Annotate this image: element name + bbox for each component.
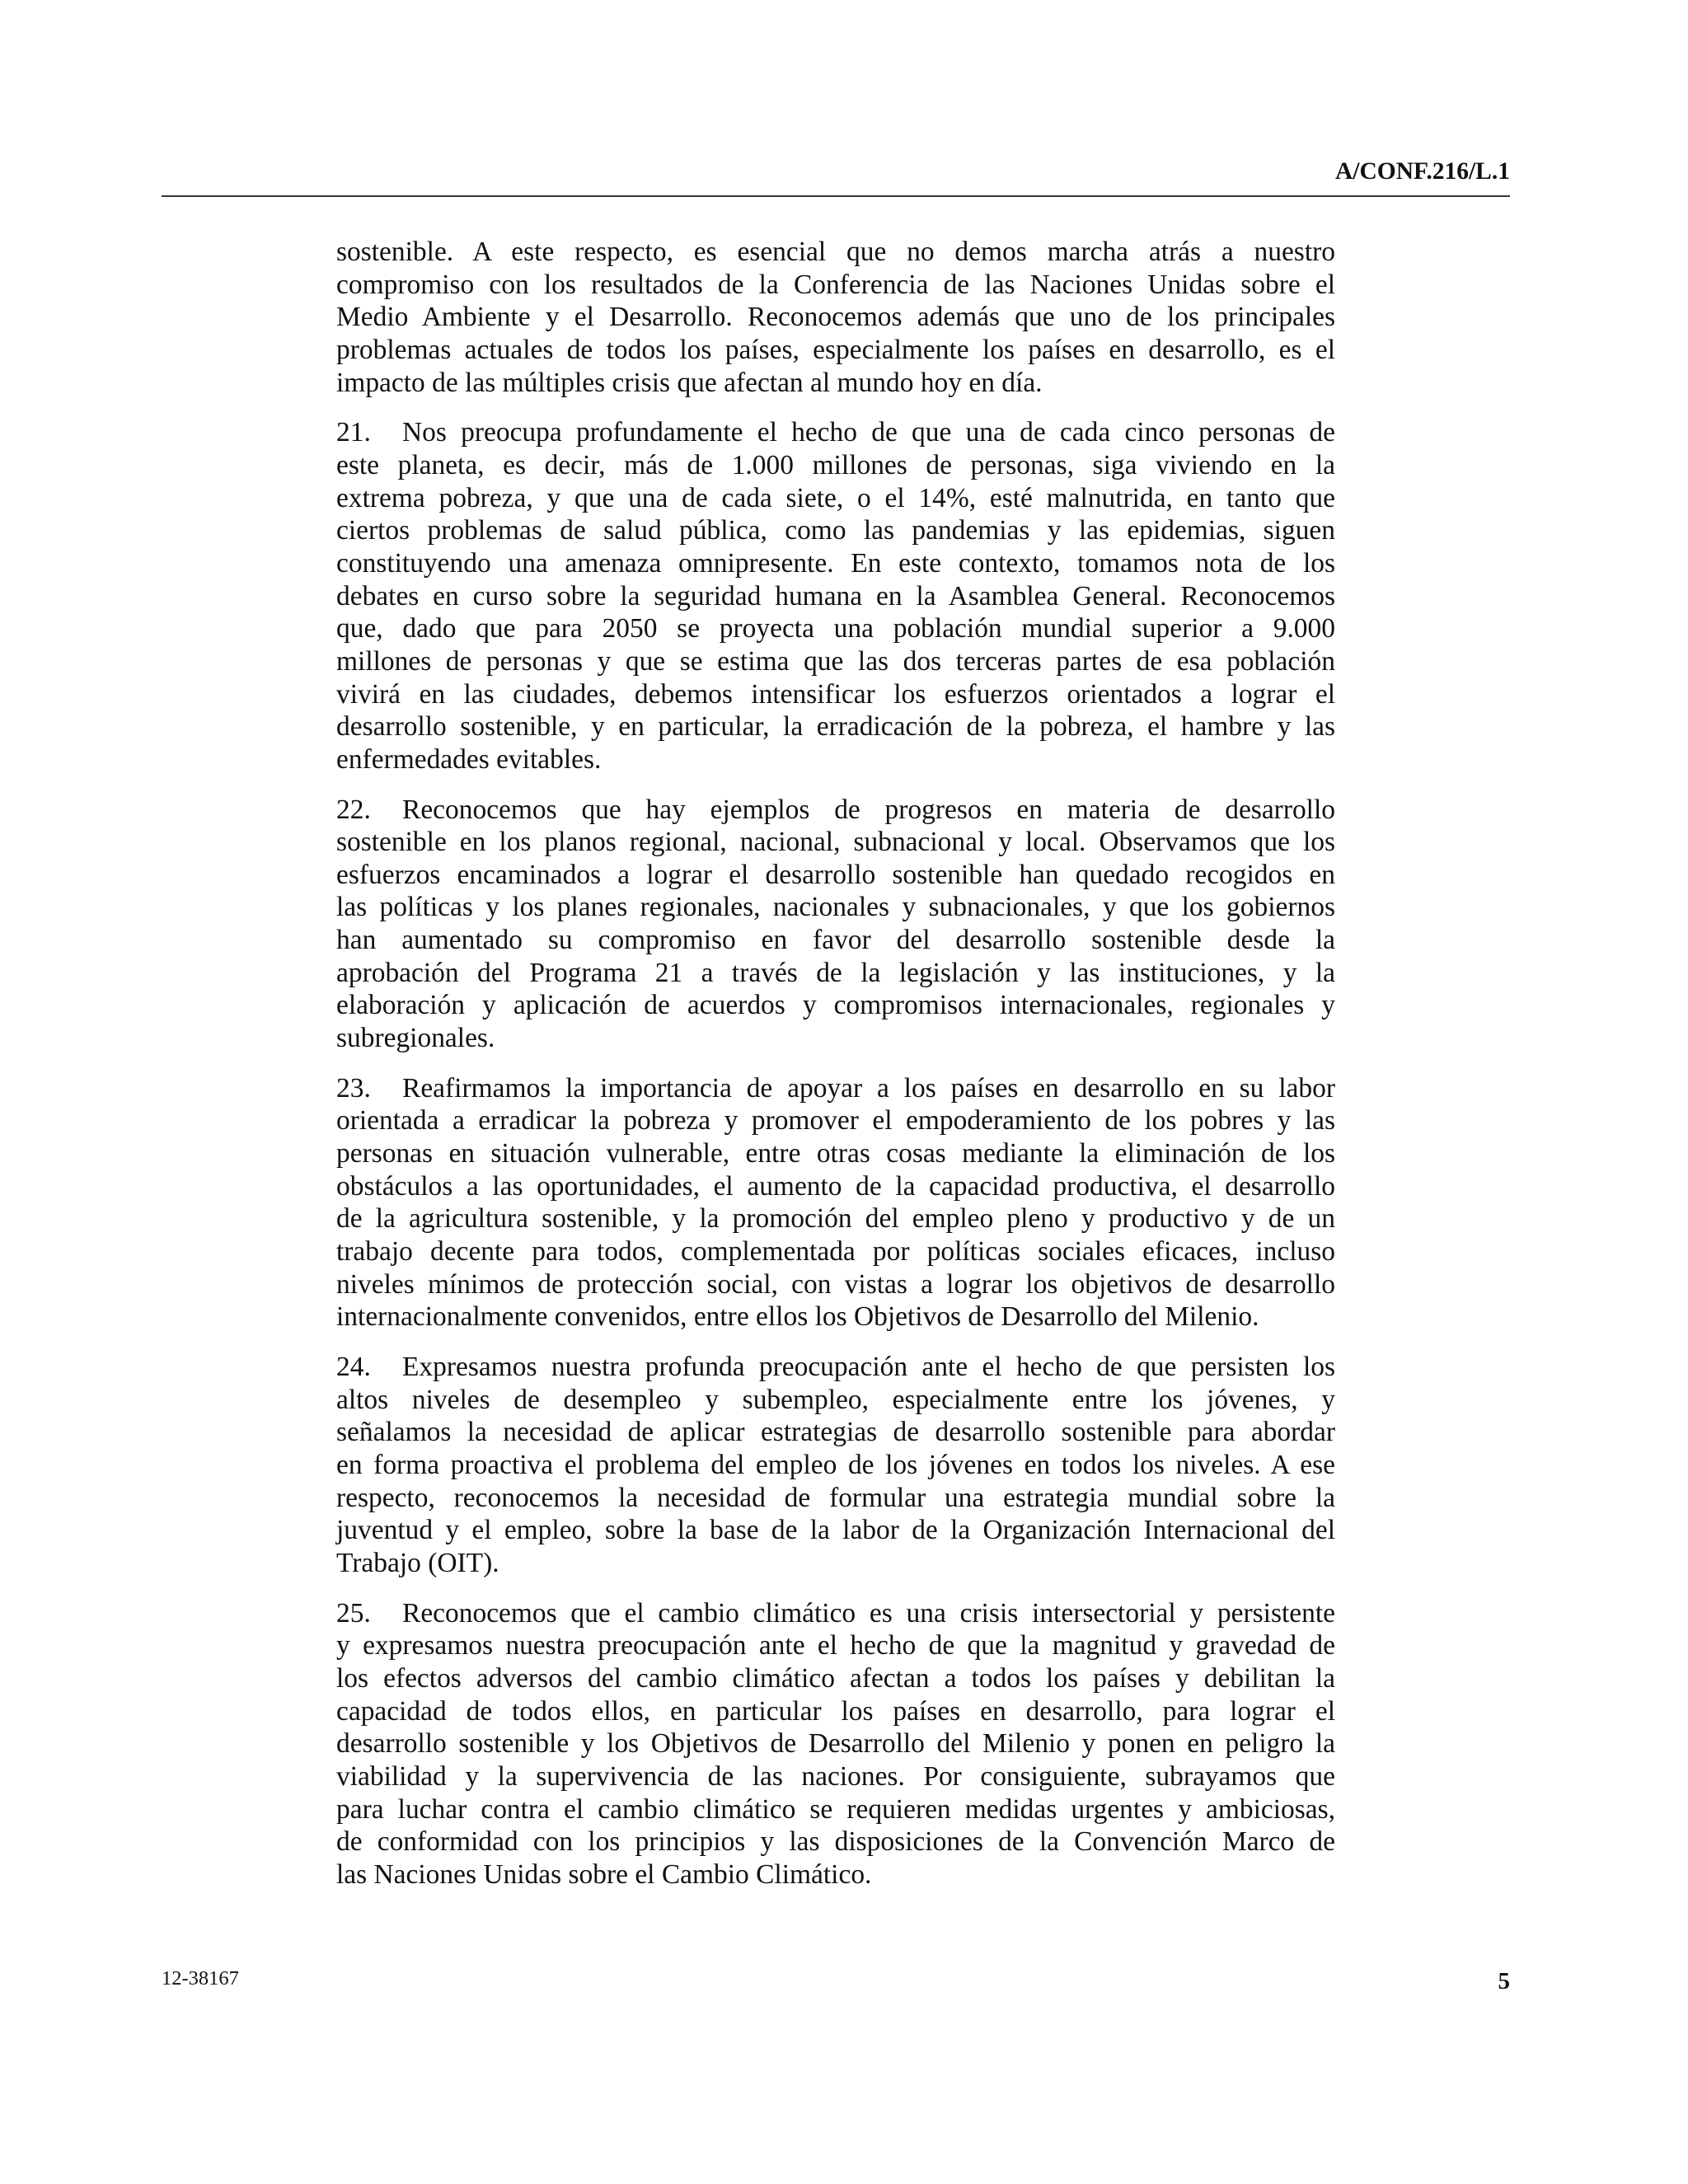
text-line: constituyendo una amenaza omnipresente. En este contexto, tomamos nota de los xyxy=(336,547,1335,579)
text-line: problemas actuales de todos los países, especialmente los países en desarrollo, es el xyxy=(336,334,1335,365)
text-line: altos niveles de desempleo y subempleo, especialmente entre los jóvenes, y xyxy=(336,1384,1335,1415)
text-line: niveles mínimos de protección social, con vistas a lograr los objetivos de desarrollo xyxy=(336,1268,1335,1300)
text-line: trabajo decente para todos, complementada por políticas sociales eficaces, incluso xyxy=(336,1236,1335,1268)
text-line-content: Nos preocupa profundamente el hecho de que una de cada cinco personas de xyxy=(402,417,1335,448)
text-line: debates en curso sobre la seguridad humana en la Asamblea General. Reconocemos xyxy=(336,580,1335,612)
text-line: que, dado que para 2050 se proyecta una población mundial superior a 9.000 xyxy=(336,613,1335,644)
paragraph-number: 21. xyxy=(336,417,371,448)
text-line: personas en situación vulnerable, entre otras cosas mediante la eliminación de los xyxy=(336,1138,1335,1169)
text-line: desarrollo sostenible y los Objetivos de Desarrollo del Milenio y ponen en peligro la xyxy=(336,1728,1335,1760)
text-line: desarrollo sostenible, y en particular, la erradicación de la pobreza, el hambre y las xyxy=(336,711,1335,743)
text-line: capacidad de todos ellos, en particular los países en desarrollo, para lograr el xyxy=(336,1695,1335,1727)
text-line: las políticas y los planes regionales, nacionales y subnacionales, y que los gobiernos xyxy=(336,892,1335,923)
job-number: 12-38167 xyxy=(162,1967,239,1990)
text-line: juventud y el empleo, sobre la base de la labor de la Organización Internacional del xyxy=(336,1515,1335,1546)
text-line: impacto de las múltiples crisis que afectan al mundo hoy en día. xyxy=(336,367,1043,398)
text-line: este planeta, es decir, más de 1.000 millones de personas, siga viviendo en la xyxy=(336,449,1335,480)
text-line: compromiso con los resultados de la Conferencia de las Naciones Unidas sobre el xyxy=(336,269,1335,300)
paragraph-25 xyxy=(336,1597,1335,1891)
text-line: las Naciones Unidas sobre el Cambio Climático. xyxy=(336,1858,872,1890)
text-line: internacionalmente convenidos, entre ellos los Objetivos de Desarrollo del Milenio. xyxy=(336,1301,1259,1333)
text-line: Trabajo (OIT). xyxy=(336,1547,499,1578)
text-line: subregionales. xyxy=(336,1023,495,1054)
text-line: han aumentado su compromiso en favor del desarrollo sostenible desde la xyxy=(336,925,1335,956)
paragraph-number: 22. xyxy=(336,794,371,825)
text-line: elaboración y aplicación de acuerdos y compromisos internacionales, regionales y xyxy=(336,990,1335,1021)
text-line: millones de personas y que se estima que las dos terceras partes de esa población xyxy=(336,645,1335,677)
text-line-content: Reafirmamos la importancia de apoyar a los países en desarrollo en su labor xyxy=(402,1072,1335,1104)
text-line: para luchar contra el cambio climático se requieren medidas urgentes y ambiciosas, xyxy=(336,1793,1335,1825)
paragraph-number: 24. xyxy=(336,1352,371,1382)
text-line: sostenible. A este respecto, es esencial que no demos marcha atrás a nuestro xyxy=(336,237,1335,267)
page-number: 5 xyxy=(1498,1968,1510,1994)
text-line: de conformidad con los principios y las disposiciones de la Convención Marco de xyxy=(336,1826,1335,1858)
text-line: señalamos la necesidad de aplicar estrategias de desarrollo sostenible para abordar xyxy=(336,1417,1335,1448)
text-line: obstáculos a las oportunidades, el aumento de la capacidad productiva, el desarrollo xyxy=(336,1170,1335,1202)
text-line: y expresamos nuestra preocupación ante el hecho de que la magnitud y gravedad de xyxy=(336,1630,1335,1661)
text-line: extrema pobreza, y que una de cada siete, o el 14%, esté malnutrida, en tanto que xyxy=(336,482,1335,513)
text-line: orientada a erradicar la pobreza y promover el empoderamiento de los pobres y las xyxy=(336,1105,1335,1137)
paragraph-22 xyxy=(336,794,1335,1055)
text-line: esfuerzos encaminados a lograr el desarrollo sostenible han quedado recogidos en xyxy=(336,859,1335,890)
document-symbol: A/CONF.216/L.1 xyxy=(1335,158,1510,185)
text-line: sostenible en los planos regional, nacional, subnacional y local. Observamos que los xyxy=(336,827,1335,858)
text-line: ciertos problemas de salud pública, como las pandemias y las epidemias, siguen xyxy=(336,515,1335,546)
text-line: aprobación del Programa 21 a través de la legislación y las instituciones, y la xyxy=(336,957,1335,988)
document-body xyxy=(336,236,1335,1891)
paragraph-23 xyxy=(336,1072,1335,1333)
paragraph-number: 23. xyxy=(336,1072,371,1104)
header-rule xyxy=(162,195,1510,197)
text-line-content: Reconocemos que el cambio climático es una crisis intersectorial y persistente xyxy=(402,1597,1335,1629)
text-line: Medio Ambiente y el Desarrollo. Reconocemos además que uno de los principales xyxy=(336,302,1335,333)
paragraph-number: 25. xyxy=(336,1597,371,1629)
text-line-content: Expresamos nuestra profunda preocupación ante el hecho de que persisten los xyxy=(402,1352,1335,1382)
text-line-content: Reconocemos que hay ejemplos de progresos en materia de desarrollo xyxy=(402,794,1335,825)
text-line xyxy=(336,1072,1335,1105)
text-line: los efectos adversos del cambio climático afectan a todos los países y debilitan la xyxy=(336,1662,1335,1694)
text-line xyxy=(336,416,1335,449)
paragraph-21 xyxy=(336,416,1335,776)
text-line: vivirá en las ciudades, debemos intensificar los esfuerzos orientados a lograr el xyxy=(336,678,1335,710)
text-line: enfermedades evitables. xyxy=(336,743,602,775)
text-line: de la agricultura sostenible, y la promoción del empleo pleno y productivo y de un xyxy=(336,1203,1335,1235)
paragraph-continuation xyxy=(336,236,1335,399)
text-line: respecto, reconocemos la necesidad de formular una estrategia mundial sobre la xyxy=(336,1482,1335,1513)
text-line xyxy=(336,1351,1335,1384)
text-line: en forma proactiva el problema del empleo de los jóvenes en todos los niveles. A ese xyxy=(336,1449,1335,1480)
paragraph-24 xyxy=(336,1351,1335,1580)
text-line xyxy=(336,794,1335,827)
text-line xyxy=(336,1597,1335,1630)
text-line: viabilidad y la supervivencia de las naciones. Por consiguiente, subrayamos que xyxy=(336,1760,1335,1792)
